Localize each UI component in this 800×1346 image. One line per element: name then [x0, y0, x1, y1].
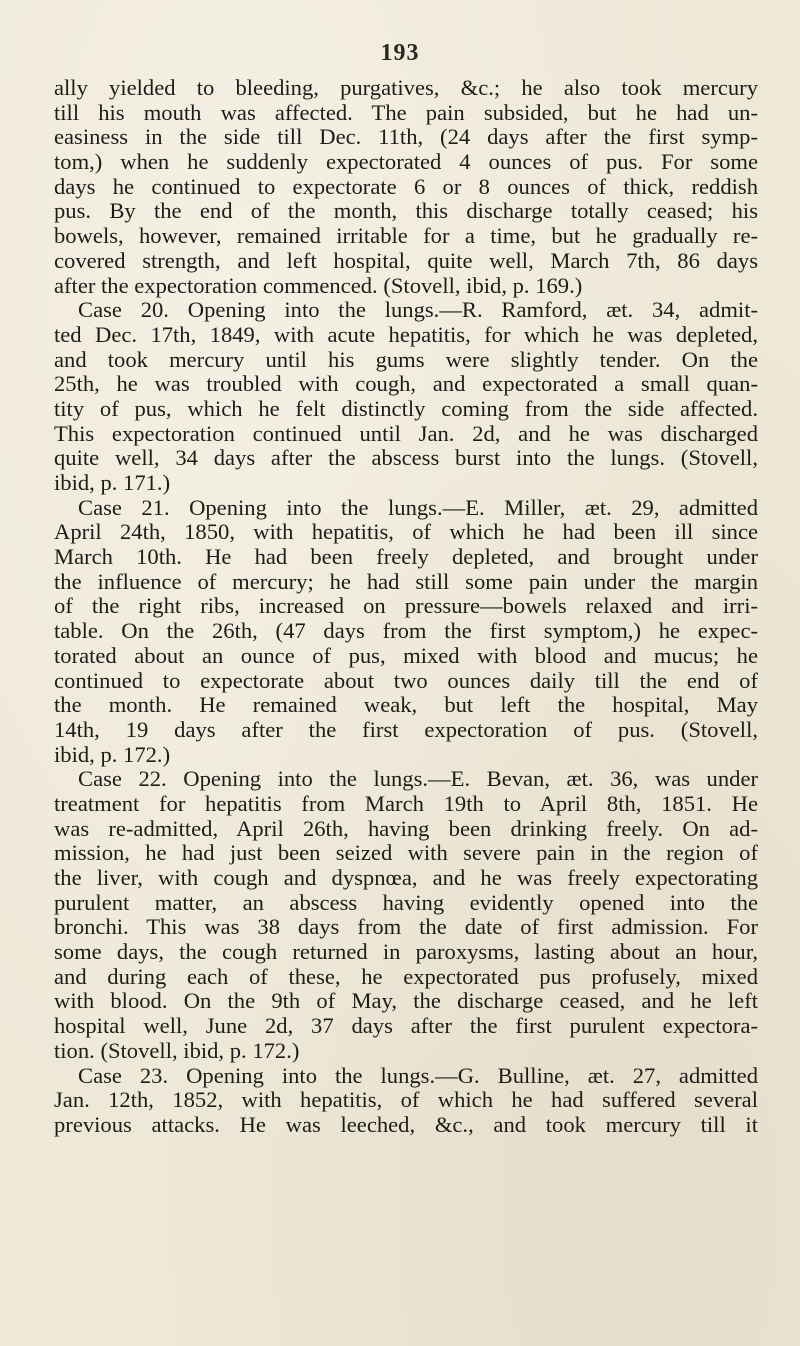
text-line: hospital well, June 2d, 37 days after the first purulent expectora- — [54, 1014, 758, 1039]
text-line: the liver, with cough and dyspnœa, and he was freely expectorating — [54, 866, 758, 890]
text-line: pus. By the end of the month, this discharge totally ceased; his — [54, 199, 758, 224]
text-line: was re-admitted, April 26th, having been drinking freely. On ad- — [54, 816, 758, 841]
text-line: table. On the 26th, (47 days from the first symptom,) he expec- — [54, 619, 758, 644]
text-line: Case 20. Opening into the lungs.—R. Ramford, æt. 34, admit- — [78, 298, 758, 323]
text-line: ibid, p. 172.) — [54, 742, 171, 767]
text-line: Case 23. Opening into the lungs.—G. Bulline, æt. 27, admitted — [78, 1063, 758, 1088]
text-line: Jan. 12th, 1852, with hepatitis, of which he had suffered several — [54, 1088, 758, 1113]
text-line: some days, the cough returned in paroxysms, lasting about an hour, — [54, 940, 758, 965]
text-line: torated about an ounce of pus, mixed with blood and mucus; he — [54, 643, 758, 668]
text-line: ibid, p. 171.) — [54, 471, 171, 495]
text-line: This expectoration continued until Jan. 2d, and he was discharged — [54, 421, 758, 446]
text-line: easiness in the side till Dec. 11th, (24 days after the first symp- — [54, 125, 758, 150]
text-line: tity of pus, which he felt distinctly coming from the side affected. — [54, 396, 758, 421]
text-line: ted Dec. 17th, 1849, with acute hepatitis, for which he was depleted, — [54, 322, 758, 347]
text-line: tion. (Stovell, ibid, p. 172.) — [54, 1038, 300, 1063]
text-line: the month. He remained weak, but left the hospital, May — [54, 693, 758, 718]
text-line: tom,) when he suddenly expectorated 4 ounces of pus. For some — [54, 150, 758, 175]
text-line: after the expectoration commenced. (Stovell, ibid, p. 169.) — [54, 273, 583, 298]
text-line: 14th, 19 days after the first expectoration of pus. (Stovell, — [54, 717, 758, 742]
text-line: mission, he had just been seized with severe pain in the region of — [54, 841, 758, 866]
text-line: ally yielded to bleeding, purgatives, &c.; he also took mercury — [54, 76, 758, 100]
text-line: continued to expectorate about two ounces daily till the end of — [54, 668, 758, 693]
text-line: quite well, 34 days after the abscess burst into the lungs. (Stovell, — [54, 446, 758, 471]
text-line: April 24th, 1850, with hepatitis, of which he had been ill since — [54, 520, 758, 545]
text-line: Case 21. Opening into the lungs.—E. Miller, æt. 29, admitted — [78, 495, 758, 520]
text-line: with blood. On the 9th of May, the discharge ceased, and he left — [54, 989, 758, 1014]
text-line: the influence of mercury; he had still some pain under the margin — [54, 569, 758, 594]
text-line: 25th, he was troubled with cough, and expectorated a small quan- — [54, 372, 758, 397]
text-line: Case 22. Opening into the lungs.—E. Bevan, æt. 36, was under — [78, 767, 758, 792]
text-line: till his mouth was affected. The pain subsided, but he had un- — [54, 100, 758, 125]
page-body-text — [54, 76, 758, 1138]
text-line: previous attacks. He was leeched, &c., and took mercury till it — [54, 1112, 758, 1137]
text-line: bowels, however, remained irritable for a time, but he gradually re- — [54, 224, 758, 249]
text-line: treatment for hepatitis from March 19th to April 8th, 1851. He — [54, 791, 758, 816]
text-line: days he continued to expectorate 6 or 8 ounces of thick, reddish — [54, 174, 758, 199]
text-line: and took mercury until his gums were slightly tender. On the — [54, 347, 758, 372]
text-line: of the right ribs, increased on pressure—bowels relaxed and irri- — [54, 594, 758, 619]
text-line: covered strength, and left hospital, quite well, March 7th, 86 days — [54, 248, 758, 273]
text-line: bronchi. This was 38 days from the date of first admission. For — [54, 915, 758, 940]
text-line: March 10th. He had been freely depleted, and brought under — [54, 545, 758, 570]
text-line: and during each of these, he expectorated pus profusely, mixed — [54, 964, 758, 989]
text-line: purulent matter, an abscess having evidently opened into the — [54, 890, 758, 915]
page-number: 193 — [380, 40, 420, 66]
